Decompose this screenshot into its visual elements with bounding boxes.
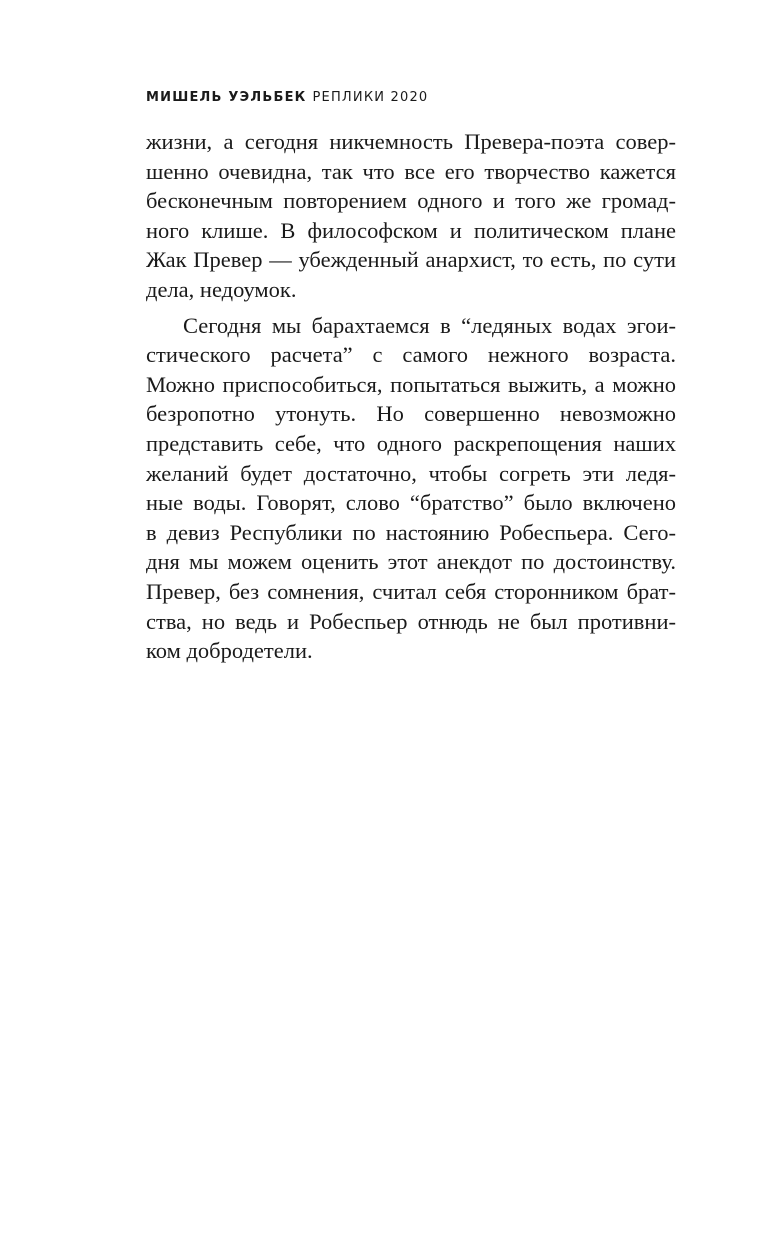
text-line: Можно приспособиться, попытаться выжить, а можно	[146, 371, 676, 397]
running-head-title: РЕПЛИКИ 2020	[312, 90, 429, 105]
text-line: безропотно утонуть. Но совершенно невозможно	[146, 401, 676, 427]
text-line: ства, но ведь и Робеспьер отнюдь не был противни-	[146, 608, 676, 634]
text-line: шенно очевидна, так что все его творчество кажется	[146, 158, 676, 184]
text-line: стического расчета” с самого нежного возраста.	[146, 342, 676, 368]
text-line: ные воды. Говорят, слово “братство” было включено	[146, 490, 676, 516]
body-text	[146, 127, 676, 666]
paragraph-2	[146, 311, 676, 666]
text-line: дня мы можем оценить этот анекдот по достоинству.	[146, 549, 676, 575]
text-line: Сегодня мы барахтаемся в “ледяных водах эгои-	[183, 312, 676, 338]
text-line: дела, недоумок.	[146, 276, 297, 302]
text-line: бесконечным повторением одного и того же громад-	[146, 188, 676, 214]
text-line: представить себе, что одного раскрепощения наших	[146, 430, 676, 456]
text-line: ного клише. В философском и политическом плане	[146, 217, 676, 243]
paragraph-1	[146, 127, 676, 305]
running-head	[146, 88, 428, 108]
text-line: желаний будет достаточно, чтобы согреть эти ледя-	[146, 460, 676, 486]
text-line: Превер, без сомнения, считал себя сторонником брат-	[146, 578, 676, 604]
text-line: жизни, а сегодня никчемность Превера-поэта совер-	[146, 129, 676, 154]
text-line: ком добродетели.	[146, 638, 313, 664]
text-line: в девиз Республики по настоянию Робеспьера. Сего-	[146, 519, 676, 545]
text-line: Жак Превер — убежденный анархист, то есть, по сути	[146, 247, 676, 273]
running-head-author: МИШЕЛЬ УЭЛЬБЕК	[146, 90, 307, 105]
